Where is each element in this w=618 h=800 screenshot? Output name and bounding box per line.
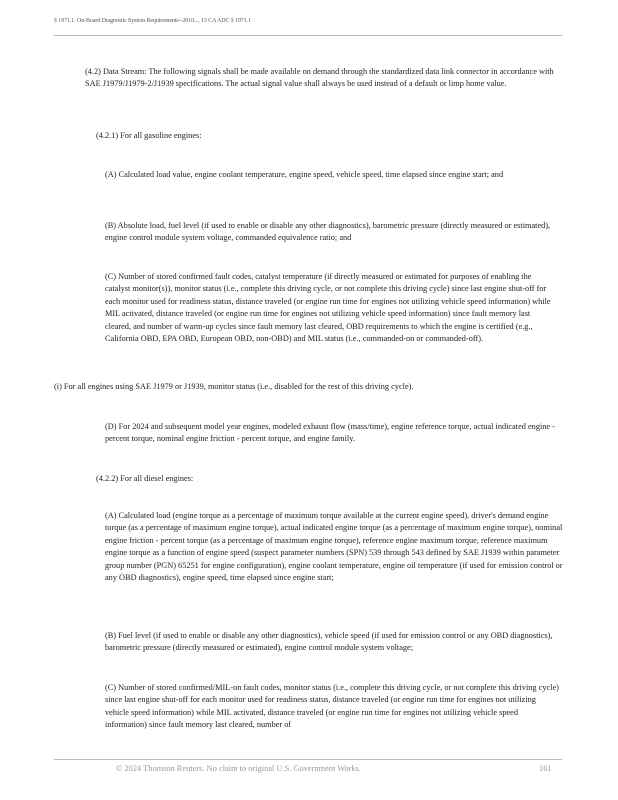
footer-divider [54,759,562,760]
copyright-notice: © 2024 Thomson Reuters. No claim to original U.S. Government Works. [116,764,361,773]
paragraph-4-2-1-B: (B) Absolute load, fuel level (if used to enable or disable any other diagnostics), barometric pressure (directly measured or estimated), engine control module system voltage, commanded equivalence ratio; and [105,221,551,243]
paragraph-4-2-1-A: (A) Calculated load value, engine coolant temperature, engine speed, vehicle speed, time elapsed since engine start; and [105,170,504,179]
paragraph-4-2-2-B: (B) Fuel level (if used to enable or disable any other diagnostics), vehicle speed (if used for emission control or any OBD diagnostics), barometric pressure (directly measured or estimated), engine control module system voltage; [105,631,553,653]
paragraph-4-2-2-A: (A) Calculated load (engine torque as a percentage of maximum torque available at the current engine speed), driver's demand engine torque (as a percentage of maximum engine torque), actual indicated engine torque (as a percentage of maximum engine torque), nominal engine friction - percent torque (as a percentage of maximum engine torque), reference engine maximum torque, reference maximum engine torque as a function of engine speed (suspect parameter numbers (SPN) 539 through 543 defined by SAE J1939 within parameter group number (PGN) 65251 for engine configuration), engine coolant temperature, engine oil temperature (if used for emission control or any OBD diagnostics), engine speed, time elapsed since engine start; [105,511,563,583]
paragraph-4-2-2-C: (C) Number of stored confirmed/MIL-on fault codes, monitor status (i.e., complete this driving cycle, or not complete this driving cycle) since last engine shut-off for each monitor used for readiness status, distance traveled (or engine run time for engines not utilizing vehicle speed information) while MIL activated, distance traveled (or engine run time for engines not utilizing vehicle speed information) since fault memory last cleared, number of [105,683,559,730]
paragraph-4-2-1-C: (C) Number of stored confirmed fault codes, catalyst temperature (if directly measured or estimated for purposes of enabling the catalyst monitor(s)), monitor status (i.e., complete this driving cycle, or not complete this driving cycle) since last engine shut-off for each monitor used for readiness status, distance traveled (or engine run time for engines not utilizing vehicle speed information) while MIL activated, distance traveled (or engine run time for engines not utilizing vehicle speed information) since fault memory last cleared, and number of warm-up cycles since fault memory last cleared, OBD requirements to which the engine is certified (e.g., California OBD, EPA OBD, European OBD, non-OBD) and MIL status (i.e., commanded-on or commanded-off). [105,272,551,344]
paragraph-4-2-1-D: (D) For 2024 and subsequent model year engines, modeled exhaust flow (mass/time), engine reference torque, actual indicated engine - percent torque, nominal engine friction - percent torque, and engine family. [105,422,555,444]
header-divider [54,35,562,36]
paragraph-4-2: (4.2) Data Stream: The following signals shall be made available on demand through the standardized data link connector in accordance with SAE J1979/J1979-2/J1939 specifications. The actual signal value shall always be used instead of a default or limp home value. [85,67,554,89]
paragraph-i: (i) For all engines using SAE J1979 or J1939, monitor status (i.e., disabled for the rest of this driving cycle). [54,382,414,391]
running-header: § 1971.1. On-Board Diagnostic System Requirements--2010..., 13 CA ADC § 1971.1 [54,18,252,24]
paragraph-4-2-2: (4.2.2) For all diesel engines: [96,474,194,483]
page-number: 161 [539,764,552,773]
paragraph-4-2-1: (4.2.1) For all gasoline engines: [96,131,202,140]
